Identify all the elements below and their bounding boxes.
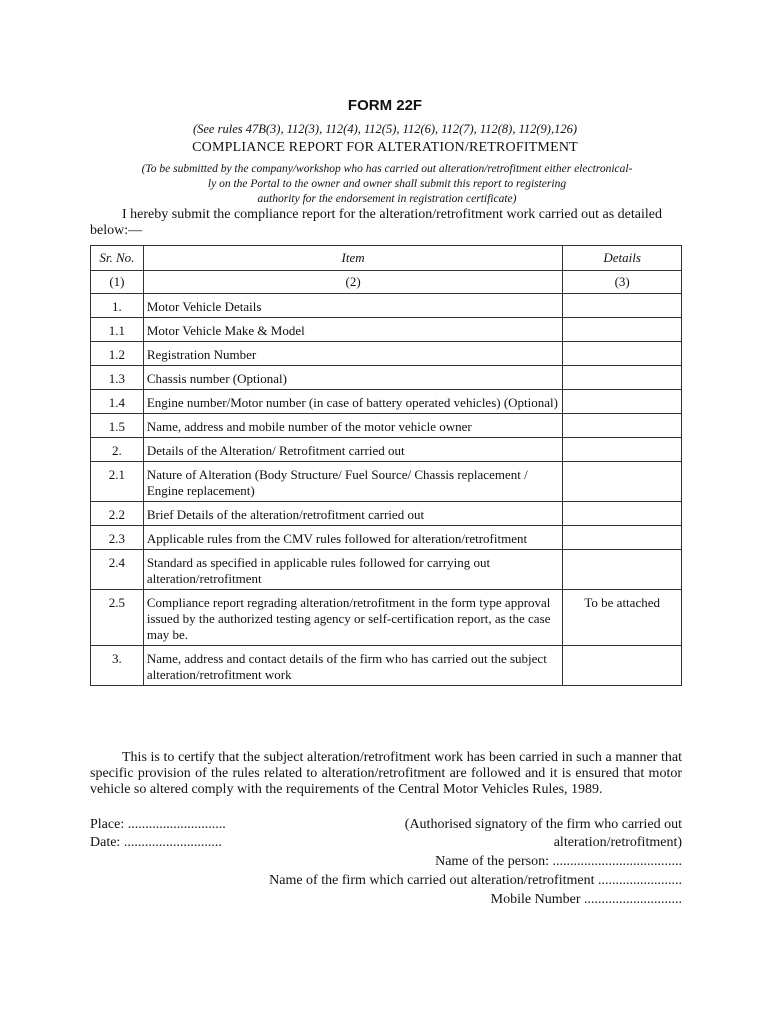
table-row [91, 390, 682, 414]
table-row [91, 342, 682, 366]
row-item: Engine number/Motor number (in case of battery operated vehicles) (Optional) [143, 390, 563, 414]
col-header-details: Details [563, 246, 682, 271]
form-title: FORM 22F [347, 97, 423, 114]
table-row [91, 318, 682, 342]
row-number: 1.2 [91, 342, 144, 366]
row-details [563, 366, 682, 390]
table-row [91, 294, 682, 318]
instruction-line: ly on the Portal to the owner and owner shall submit this report to registering [207, 178, 567, 190]
row-item: Nature of Alteration (Body Structure/ Fuel Source/ Chassis replacement / Engine replacement) [143, 462, 563, 502]
row-details [563, 646, 682, 686]
col-header-item: Item [143, 246, 563, 271]
row-details [563, 414, 682, 438]
signatory-title-cont: alteration/retrofitment) [553, 835, 682, 850]
row-details [563, 462, 682, 502]
row-number: 3. [91, 646, 144, 686]
instruction-line: (To be submitted by the company/workshop who has carried out alteration/retrofitment either electronical- [141, 163, 633, 175]
row-number: 2.1 [91, 462, 144, 502]
row-item: Motor Vehicle Make & Model [143, 318, 563, 342]
table-row [91, 462, 682, 502]
row-item: Compliance report regrading alteration/retrofitment in the form type approval issued by the authorized testing agency or self-certification report, as the case may be. [143, 590, 563, 646]
intro-statement: I hereby submit the compliance report for the alteration/retrofitment work carried out as detailed below:— [90, 207, 662, 238]
compliance-table [90, 245, 682, 686]
firm-name-field: Name of the firm which carried out alteration/retrofitment ........................ [269, 873, 682, 888]
col-header-sr-no: Sr. No. [91, 246, 144, 271]
row-number: 2. [91, 438, 144, 462]
col-number-2: (2) [143, 271, 563, 294]
row-item: Brief Details of the alteration/retrofitment carried out [143, 502, 563, 526]
row-details [563, 342, 682, 366]
row-number: 2.3 [91, 526, 144, 550]
signatory-title: (Authorised signatory of the firm who carried out [404, 817, 682, 832]
table-row [91, 414, 682, 438]
row-details [563, 502, 682, 526]
row-number: 1.3 [91, 366, 144, 390]
table-row [91, 550, 682, 590]
row-item: Standard as specified in applicable rules followed for carrying out alteration/retrofitment [143, 550, 563, 590]
date-field: Date: ............................ [90, 835, 222, 850]
mobile-number-field: Mobile Number ............................ [490, 892, 682, 907]
table-row [91, 526, 682, 550]
table-row [91, 438, 682, 462]
row-item: Registration Number [143, 342, 563, 366]
certification-statement: This is to certify that the subject alteration/retrofitment work has been carried in such a manner that specific provision of the rules related to alteration/retrofitment are followed and it is ensured that motor vehicle so altered comply with the requirements of the Central Motor Vehicles Rules, 1989. [90, 750, 682, 797]
row-item: Details of the Alteration/ Retrofitment carried out [143, 438, 563, 462]
row-details [563, 390, 682, 414]
submission-instructions [90, 162, 684, 207]
row-details [563, 294, 682, 318]
rules-reference: (See rules 47B(3), 112(3), 112(4), 112(5), 112(6), 112(7), 112(8), 112(9),126) [192, 122, 578, 136]
row-item: Applicable rules from the CMV rules followed for alteration/retrofitment [143, 526, 563, 550]
instruction-line: authority for the endorsement in registration certificate) [257, 193, 517, 205]
table-row [91, 646, 682, 686]
row-number: 1. [91, 294, 144, 318]
row-item: Chassis number (Optional) [143, 366, 563, 390]
row-number: 2.5 [91, 590, 144, 646]
table-row [91, 366, 682, 390]
row-item: Name, address and contact details of the firm who has carried out the subject alteration/retrofitment work [143, 646, 563, 686]
col-number-1: (1) [91, 271, 144, 294]
row-details [563, 318, 682, 342]
row-details [563, 526, 682, 550]
row-details: To be attached [563, 590, 682, 646]
row-number: 1.5 [91, 414, 144, 438]
place-field: Place: ............................ [90, 817, 226, 832]
col-number-3: (3) [563, 271, 682, 294]
table-row [91, 590, 682, 646]
row-item: Motor Vehicle Details [143, 294, 563, 318]
row-details [563, 550, 682, 590]
row-details [563, 438, 682, 462]
row-number: 2.2 [91, 502, 144, 526]
row-number: 1.4 [91, 390, 144, 414]
row-number: 2.4 [91, 550, 144, 590]
table-row [91, 502, 682, 526]
row-number: 1.1 [91, 318, 144, 342]
row-item: Name, address and mobile number of the motor vehicle owner [143, 414, 563, 438]
report-title: COMPLIANCE REPORT FOR ALTERATION/RETROFITMENT [192, 140, 578, 155]
person-name-field: Name of the person: ..................................... [435, 854, 682, 869]
